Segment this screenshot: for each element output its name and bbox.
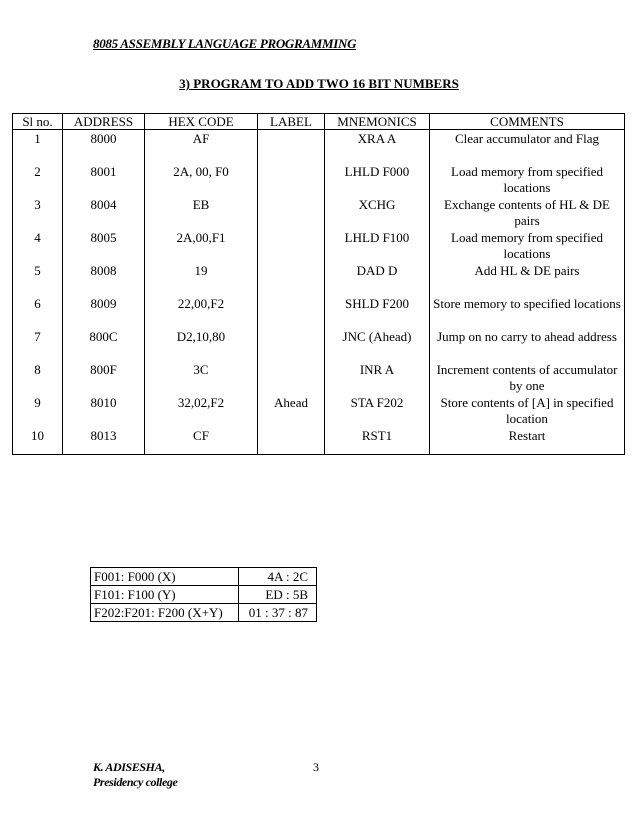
cell-mnemonic: SHLD F200 [325,296,430,329]
cell-mnemonic: DAD D [325,263,430,296]
memory-address: F202:F201: F200 (X+Y) [91,604,239,622]
table-row [13,296,625,329]
memory-table [90,567,317,622]
cell-comment: Exchange contents of HL & DE pairs [430,197,625,230]
memory-value: 01 : 37 : 87 [239,604,317,622]
cell-comment: Increment contents of accumulator by one [430,362,625,395]
table-row [13,130,625,165]
cell-hex-code: 22,00,F2 [145,296,258,329]
cell-address: 8005 [63,230,145,263]
cell-hex-code: D2,10,80 [145,329,258,362]
cell-label [258,164,325,197]
footer-author: K. ADISESHA, [93,760,165,774]
cell-slno: 3 [13,197,63,230]
cell-address: 800F [63,362,145,395]
cell-address: 8008 [63,263,145,296]
cell-label [258,362,325,395]
memory-address: F101: F100 (Y) [91,586,239,604]
col-header-hex-code: HEX CODE [145,114,258,130]
table-row [13,395,625,428]
col-header-slno: Sl no. [13,114,63,130]
table-row [13,428,625,455]
table-row [13,164,625,197]
col-header-address: ADDRESS [63,114,145,130]
cell-label: Ahead [258,395,325,428]
table-row [13,263,625,296]
memory-row [91,568,317,586]
memory-row [91,604,317,622]
cell-slno: 7 [13,329,63,362]
cell-address: 8009 [63,296,145,329]
cell-slno: 2 [13,164,63,197]
cell-comment: Restart [430,428,625,455]
footer-institution: Presidency college [93,775,178,789]
cell-label [258,428,325,455]
cell-comment: Store memory to specified locations [430,296,625,329]
cell-hex-code: AF [145,130,258,165]
program-title: 3) PROGRAM TO ADD TWO 16 BIT NUMBERS [179,76,459,91]
col-header-mnemonics: MNEMONICS [325,114,430,130]
cell-slno: 4 [13,230,63,263]
cell-mnemonic: INR A [325,362,430,395]
memory-value: 4A : 2C [239,568,317,586]
cell-mnemonic: XRA A [325,130,430,165]
cell-comment: Load memory from specified locations [430,230,625,263]
cell-hex-code: EB [145,197,258,230]
page-number: 3 [313,760,319,774]
table-header-row [13,114,625,130]
memory-row [91,586,317,604]
cell-mnemonic: JNC (Ahead) [325,329,430,362]
table-row [13,329,625,362]
cell-mnemonic: RST1 [325,428,430,455]
cell-label [258,296,325,329]
cell-comment: Load memory from specified locations [430,164,625,197]
cell-label [258,230,325,263]
cell-address: 8010 [63,395,145,428]
cell-slno: 10 [13,428,63,455]
cell-hex-code: 2A, 00, F0 [145,164,258,197]
program-table [12,113,625,455]
cell-slno: 1 [13,130,63,165]
memory-address: F001: F000 (X) [91,568,239,586]
cell-hex-code: 2A,00,F1 [145,230,258,263]
cell-slno: 9 [13,395,63,428]
cell-address: 8004 [63,197,145,230]
cell-slno: 5 [13,263,63,296]
cell-label [258,329,325,362]
cell-comment: Clear accumulator and Flag [430,130,625,165]
cell-address: 8013 [63,428,145,455]
col-header-label: LABEL [258,114,325,130]
table-row [13,230,625,263]
table-row [13,362,625,395]
cell-comment: Store contents of [A] in specified location [430,395,625,428]
cell-hex-code: CF [145,428,258,455]
cell-hex-code: 19 [145,263,258,296]
page-header: 8085 ASSEMBLY LANGUAGE PROGRAMMING [93,36,357,51]
cell-comment: Add HL & DE pairs [430,263,625,296]
cell-slno: 6 [13,296,63,329]
cell-mnemonic: XCHG [325,197,430,230]
cell-label [258,197,325,230]
cell-mnemonic: STA F202 [325,395,430,428]
table-row [13,197,625,230]
cell-mnemonic: LHLD F100 [325,230,430,263]
cell-label [258,130,325,165]
cell-hex-code: 3C [145,362,258,395]
cell-slno: 8 [13,362,63,395]
cell-address: 800C [63,329,145,362]
cell-address: 8000 [63,130,145,165]
memory-value: ED : 5B [239,586,317,604]
col-header-comments: COMMENTS [430,114,625,130]
cell-mnemonic: LHLD F000 [325,164,430,197]
cell-label [258,263,325,296]
cell-address: 8001 [63,164,145,197]
cell-comment: Jump on no carry to ahead address [430,329,625,362]
cell-hex-code: 32,02,F2 [145,395,258,428]
